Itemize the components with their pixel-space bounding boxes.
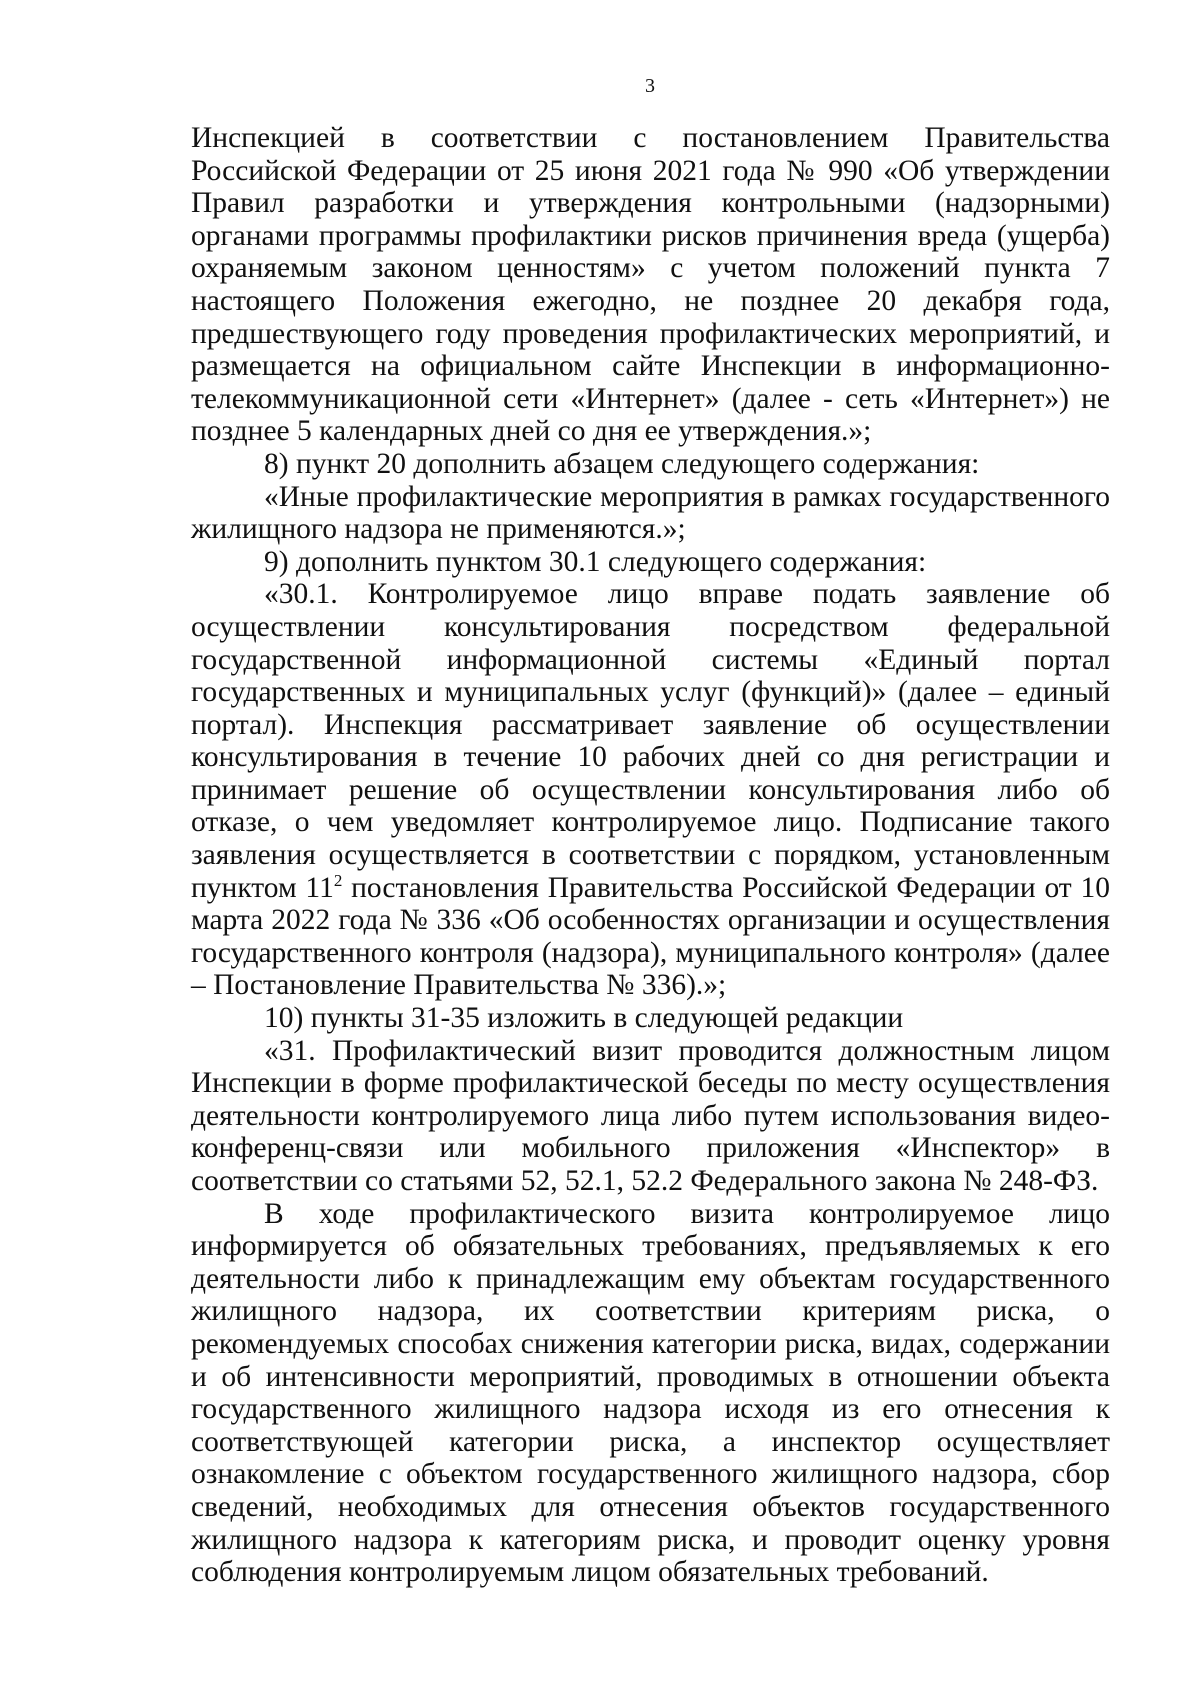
paragraph-item-31: «31. Профилактический визит проводится должностным лицом Инспекции в форме профилактической беседы по месту осуществления деятельности контролируемого лица либо путем использования видео-конференц-связи или мобильного приложения «Инспектор» в соответствии со статьями 52, 52.1, 52.2 Федерального закона № 248-ФЗ. [191,1034,1110,1197]
paragraph-item-30-1-text: «30.1. Контролируемое лицо вправе подать заявление об осуществлении консультирования посредством федеральной государственной информационной системы «Единый портал государственных и муниципальных услуг (функций)» (далее – единый портал). Инспекция рассматривает заявление об осуществлении консультирования в течение 10 рабочих дней со дня регистрации и принимает решение об осуществлении консультирования либо об отказе, о чем уведомляет контролируемое лицо. Подписание такого заявления осуществляется в соответствии с порядком, установленным пунктом 11 [191,578,1110,904]
document-body [191,122,1110,1589]
paragraph-visit-details: В ходе профилактического визита контролируемое лицо информируется об обязательных требованиях, предъявляемых к его деятельности либо к принадлежащим ему объектам государственного жилищного надзора, их соответствии критериям риска, о рекомендуемых способах снижения категории риска, видах, содержании и об интенсивности мероприятий, проводимых в отношении объекта государственного жилищного надзора исходя из его отнесения к соответствующей категории риска, а инспектор осуществляет ознакомление с объектом государственного жилищного надзора, сбор сведений, необходимых для отнесения объектов государственного жилищного надзора к категориям риска, и проводит оценку уровня соблюдения контролируемым лицом обязательных требований. [191,1197,1110,1589]
paragraph-item-30-1 [191,578,1110,1002]
paragraph-item-9: 9) дополнить пунктом 30.1 следующего содержания: [264,545,927,578]
paragraph-item-10: 10) пункты 31-35 изложить в следующей редакции [264,1002,904,1035]
paragraph-continuation: Инспекцией в соответствии с постановлением Правительства Российской Федерации от 25 июня 2021 года № 990 «Об утверждении Правил разработки и утверждения контрольными (надзорными) органами программы профилактики рисков причинения вреда (ущерба) охраняемым законом ценностям» с учетом положений пункта 7 настоящего Положения ежегодно, не позднее 20 декабря года, предшествующего году проведения профилактических мероприятий, и размещается на официальном сайте Инспекции в информационно-телекоммуникационной сети «Интернет» (далее - сеть «Интернет») не позднее 5 календарных дней со дня ее утверждения.»; [191,122,1110,448]
page-number: 3 [645,75,655,97]
paragraph-item-8: 8) пункт 20 дополнить абзацем следующего содержания: [264,447,980,480]
paragraph-item-8-quote: «Иные профилактические мероприятия в рамках государственного жилищного надзора не применяются.»; [191,480,1110,546]
superscript-2: 2 [333,870,343,890]
paragraph-item-30-1-tail: постановления Правительства Российской Федерации от 10 марта 2022 года № 336 «Об особенностях организации и осуществления государственного контроля (надзора), муниципального контроля» (далее – Постановление Правительства № 336).»; [191,871,1110,1002]
